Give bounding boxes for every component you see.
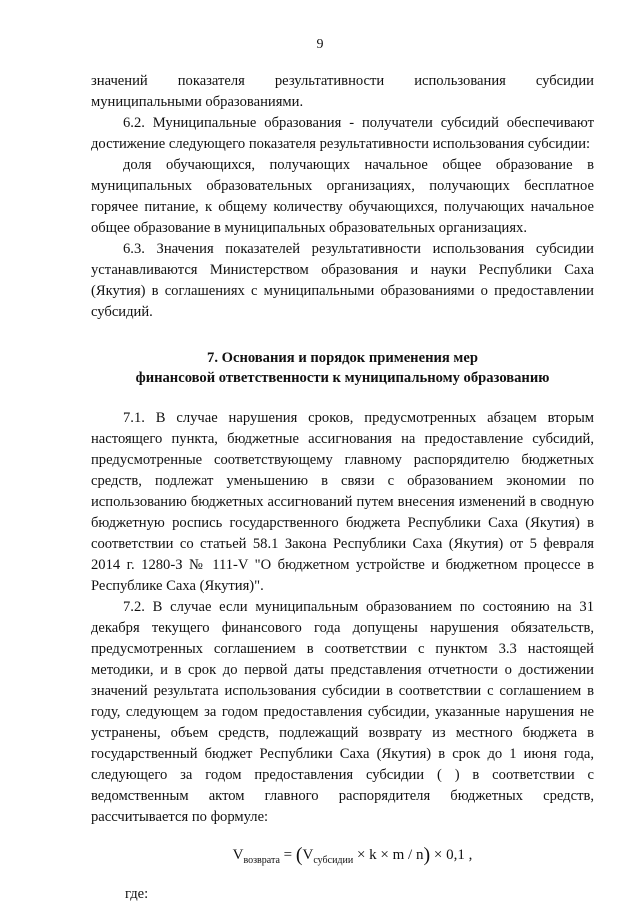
return-formula: [91, 842, 594, 874]
paragraph-indicator: доля обучающихся, получающих начальное общее образование в муниципальных образовательных организациях, получающих бесплатное горячее питание, к общему количеству обучающихся, получающих начальное общее образование в муниципальных образовательных организациях.: [91, 157, 594, 236]
formula-sub-subsidy: субсидии: [313, 855, 354, 866]
formula-close-paren: ): [423, 844, 431, 866]
formula-open-paren: (: [295, 844, 303, 866]
formula-eq: =: [283, 847, 293, 863]
paragraph-7-2: 7.2. В случае если муниципальным образованием по состоянию на 31 декабря текущего финансового года допущены нарушения обязательств, предусмотренных соглашением в соответствии с пунктом 3.3 настоящей методики, и в срок до первой даты представления отчетности о достижении значений результата использования субсидии в соответствии с соглашением в году, следующем за годом предоставления субсидии, указанные нарушения не устранены, объем средств, подлежащий возврату из местного бюджета в государственный бюджет Республики Саха (Якутия) в срок до 1 июня года, следующего за годом предоставления субсидии ( ) в соответствии с ведомственным актом главного распорядителя бюджетных средств, рассчитывается по формуле:: [91, 599, 594, 825]
document-body: [91, 71, 594, 905]
section-heading-line1: 7. Основания и порядок применения мер: [207, 350, 478, 366]
paragraph-6-3: 6.3. Значения показателей результативности использования субсидии устанавливаются Министерством образования и науки Республики Саха (Якутия) в соглашениях с муниципальными образованиями о предоставлении субсидий.: [91, 241, 594, 320]
formula-v2: V: [302, 847, 314, 863]
formula-v: V: [232, 847, 244, 863]
where-label: где:: [125, 886, 149, 902]
paragraph-intro: значений показателя результативности использования субсидии муниципальными образованиями.: [91, 73, 594, 110]
section-heading-line2: финансовой ответственности к муниципальному образованию: [135, 370, 550, 386]
page-number: 9: [316, 37, 324, 52]
formula-sub-return: возврата: [243, 855, 280, 866]
formula-factors: × k × m / n: [356, 847, 424, 863]
paragraph-6-2: 6.2. Муниципальные образования - получатели субсидий обеспечивают достижение следующего показателя результативности использования субсидии:: [91, 115, 594, 152]
paragraph-7-1: 7.1. В случае нарушения сроков, предусмотренных абзацем вторым настоящего пункта, бюджетные ассигнования на предоставление субсидий, предусмотренные соответствующему главному распорядителю бюджетных средств, подлежат уменьшению в связи с образованием экономии по использованию бюджетных ассигнований путем внесения изменений в сводную бюджетную роспись государственного бюджета Республики Саха (Якутия) в соответствии со статьей 58.1 Закона Республики Саха (Якутия) от 5 февраля 2014 г. 1280-З № 111-V "О бюджетном устройстве и бюджетном процессе в Республике Саха (Якутия)".: [91, 410, 594, 594]
formula-coefficient: × 0,1 ,: [433, 847, 473, 863]
